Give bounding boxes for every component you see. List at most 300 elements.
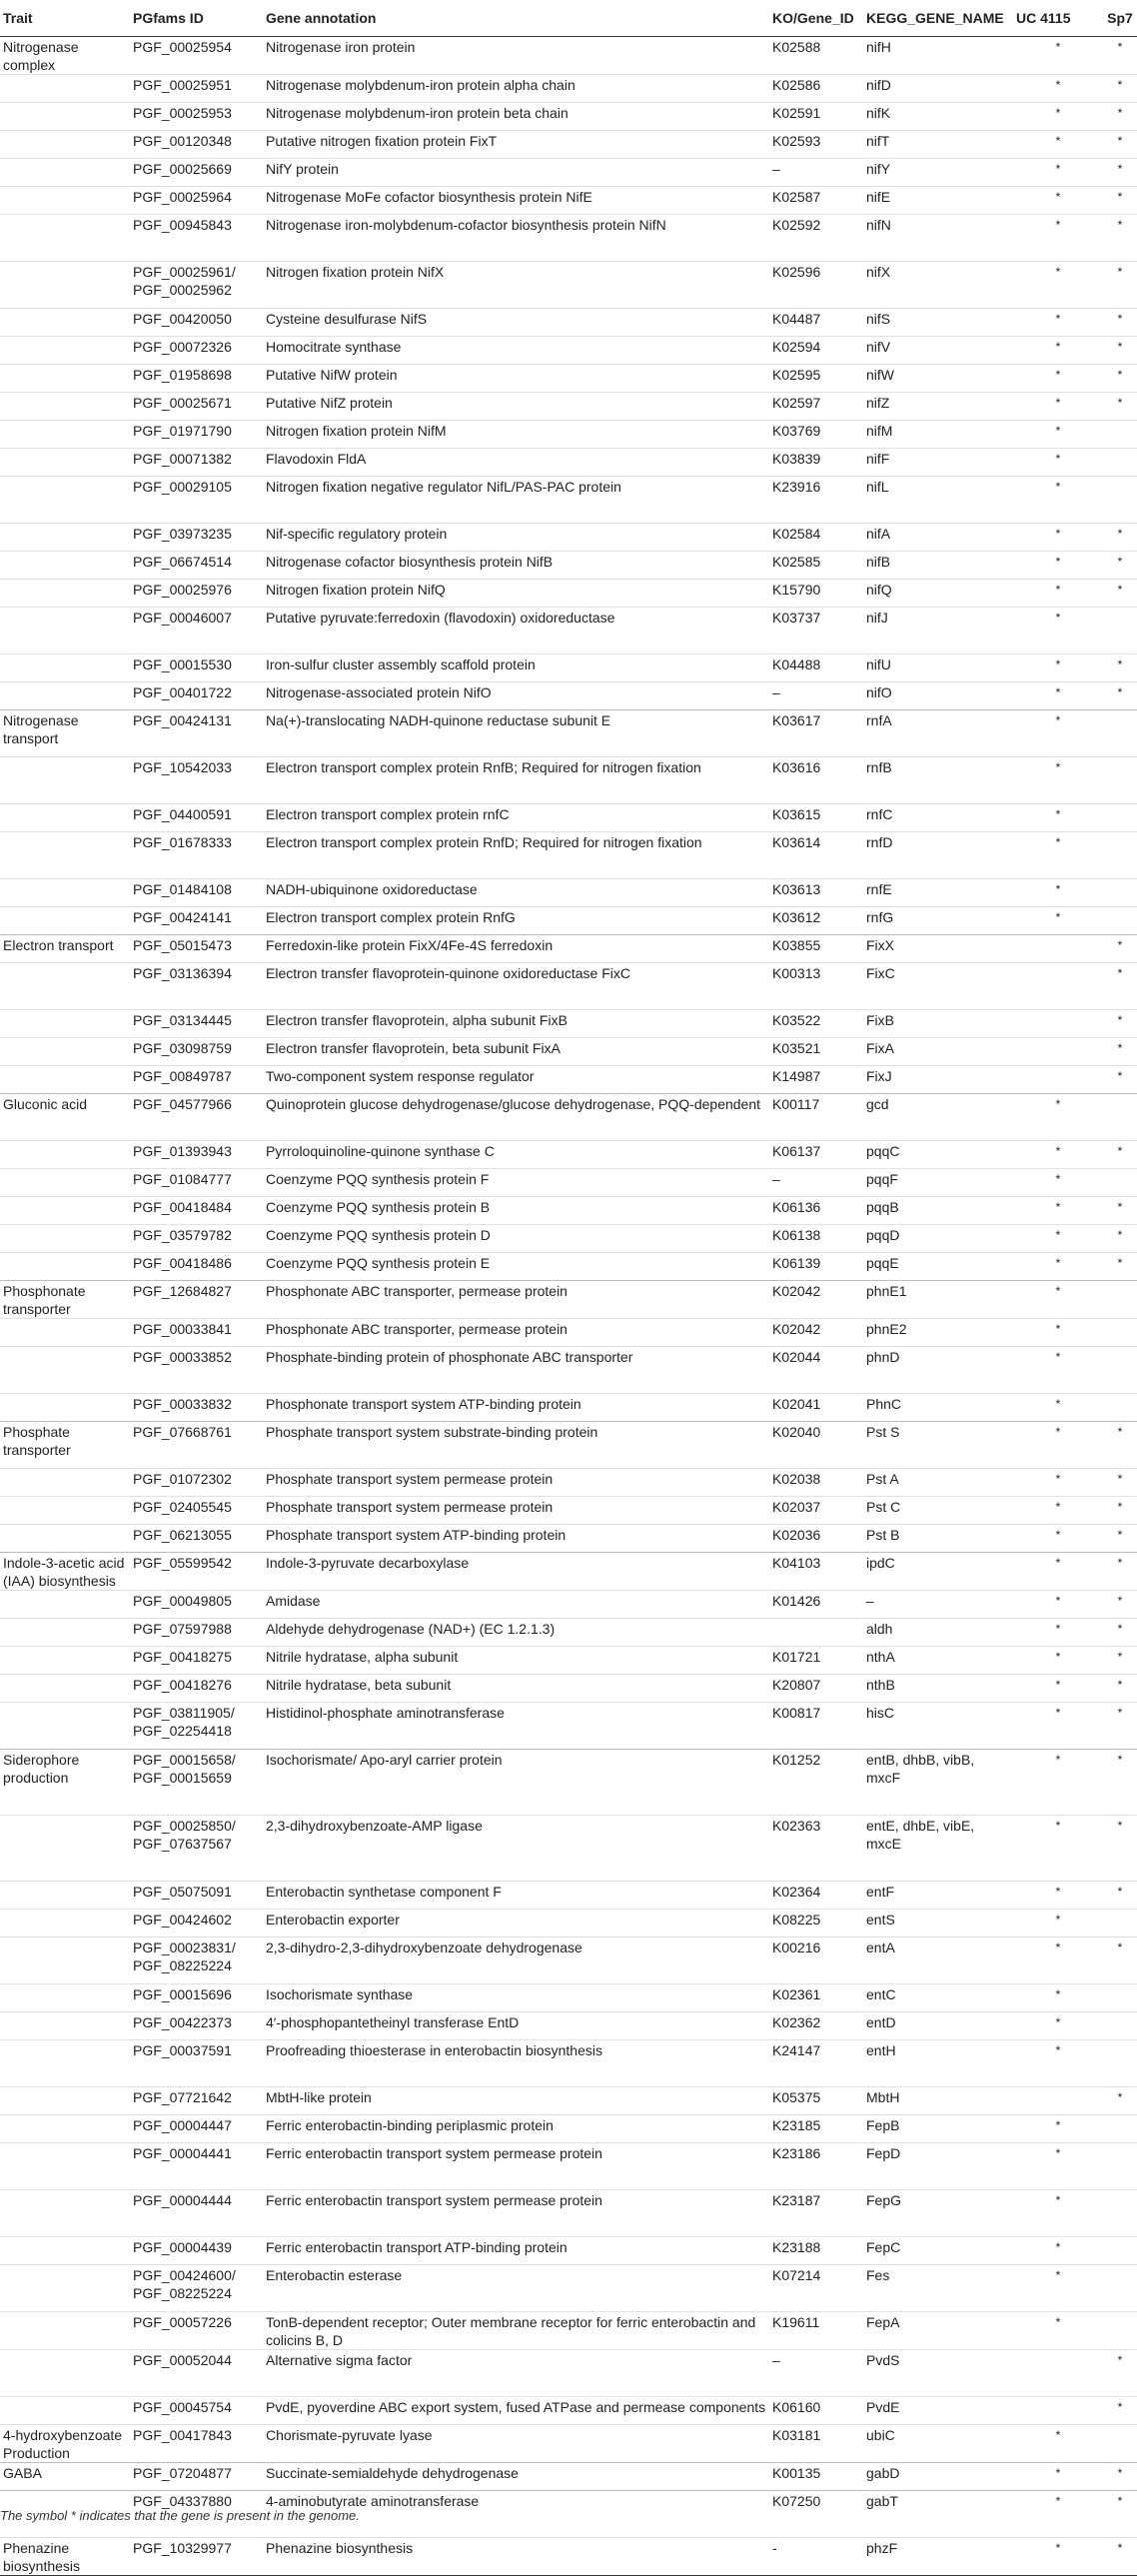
uc4115-cell: * xyxy=(1013,2491,1103,2538)
pgfams-id-cell: PGF_07597988 xyxy=(130,1619,263,1647)
ko-gene-id-cell: K01252 xyxy=(769,1750,863,1816)
gene-annotation-cell: Pyrroloquinoline-quinone synthase C xyxy=(263,1141,769,1169)
kegg-gene-name-cell: nifM xyxy=(863,421,1013,449)
kegg-gene-name-cell: aldh xyxy=(863,1619,1013,1647)
uc4115-cell xyxy=(1013,963,1103,1010)
ko-gene-id-cell: K03616 xyxy=(769,757,863,804)
sp7-cell: * xyxy=(1103,2397,1137,2425)
ko-gene-id-cell: K06136 xyxy=(769,1197,863,1225)
uc4115-cell: * xyxy=(1013,2012,1103,2040)
ko-gene-id-cell: K03769 xyxy=(769,421,863,449)
gene-annotation-cell: 4′-phosphopantetheinyl transferase EntD xyxy=(263,2012,769,2040)
kegg-gene-name-cell: – xyxy=(863,1591,1013,1619)
sp7-cell: * xyxy=(1103,393,1137,421)
trait-cell xyxy=(0,2190,130,2237)
pgfams-id-cell: PGF_00045754 xyxy=(130,2397,263,2425)
kegg-gene-name-cell: rnfA xyxy=(863,710,1013,757)
gene-annotation-cell: Nitrogenase MoFe cofactor biosynthesis protein NifE xyxy=(263,187,769,215)
table-row xyxy=(0,477,1137,524)
pgfams-id-cell: PGF_00057226 xyxy=(130,2312,263,2350)
uc4115-cell: * xyxy=(1013,2040,1103,2087)
pgfams-id-cell: PGF_05075091 xyxy=(130,1882,263,1910)
pgfams-id-cell: PGF_07668761 xyxy=(130,1422,263,1469)
sp7-cell xyxy=(1103,710,1137,757)
trait-cell xyxy=(0,187,130,215)
trait-cell xyxy=(0,1038,130,1066)
table-row xyxy=(0,1816,1137,1882)
kegg-gene-name-cell: nifU xyxy=(863,654,1013,682)
trait-cell: Gluconic acid xyxy=(0,1094,130,1141)
ko-gene-id-cell: K00817 xyxy=(769,1703,863,1750)
kegg-gene-name-cell: nifB xyxy=(863,552,1013,580)
ko-gene-id-cell: K02587 xyxy=(769,187,863,215)
sp7-cell xyxy=(1103,608,1137,654)
trait-cell xyxy=(0,2350,130,2397)
trait-cell xyxy=(0,2397,130,2425)
ko-gene-id-cell: K00313 xyxy=(769,963,863,1010)
ko-gene-id-cell: K03613 xyxy=(769,879,863,907)
pgfams-id-cell: PGF_04577966 xyxy=(130,1094,263,1141)
gene-annotation-cell: Amidase xyxy=(263,1591,769,1619)
trait-cell: Nitrogenase complex xyxy=(0,37,130,75)
sp7-cell: * xyxy=(1103,2087,1137,2115)
kegg-gene-name-cell: nifH xyxy=(863,37,1013,75)
trait-cell xyxy=(0,1066,130,1094)
ko-gene-id-cell: K20807 xyxy=(769,1675,863,1703)
table-row xyxy=(0,963,1137,1010)
pgfams-id-cell: PGF_03134445 xyxy=(130,1010,263,1038)
kegg-gene-name-cell: ubiC xyxy=(863,2425,1013,2463)
gene-annotation-cell: Isochorismate synthase xyxy=(263,1984,769,2012)
trait-cell xyxy=(0,309,130,337)
table-row xyxy=(0,262,1137,309)
sp7-cell: * xyxy=(1103,1141,1137,1169)
uc4115-cell: * xyxy=(1013,187,1103,215)
kegg-gene-name-cell: entC xyxy=(863,1984,1013,2012)
gene-annotation-cell: NADH-ubiquinone oxidoreductase xyxy=(263,879,769,907)
sp7-cell xyxy=(1103,2040,1137,2087)
gene-annotation-cell: Nitrogenase iron protein xyxy=(263,37,769,75)
uc4115-cell: * xyxy=(1013,2425,1103,2463)
ko-gene-id-cell: K00135 xyxy=(769,2463,863,2491)
header-pgfams-id: PGfams ID xyxy=(130,0,263,37)
kegg-gene-name-cell: nifF xyxy=(863,449,1013,477)
trait-cell xyxy=(0,1394,130,1422)
gene-annotation-cell: Ferric enterobactin transport system permease protein xyxy=(263,2190,769,2237)
gene-annotation-cell: Nitrogen fixation protein NifQ xyxy=(263,580,769,608)
gene-annotation-cell: TonB-dependent receptor; Outer membrane receptor for ferric enterobactin and colicins B, D xyxy=(263,2312,769,2350)
trait-cell xyxy=(0,1703,130,1750)
kegg-gene-name-cell: nifJ xyxy=(863,608,1013,654)
uc4115-cell: * xyxy=(1013,1497,1103,1525)
uc4115-cell: * xyxy=(1013,1394,1103,1422)
pgfams-id-cell: PGF_10542033 xyxy=(130,757,263,804)
ko-gene-id-cell: K02584 xyxy=(769,524,863,552)
kegg-gene-name-cell: nifD xyxy=(863,75,1013,103)
kegg-gene-name-cell: ipdC xyxy=(863,1553,1013,1591)
gene-annotation-cell: Nitrogenase cofactor biosynthesis protein NifB xyxy=(263,552,769,580)
gene-annotation-cell: Ferric enterobactin-binding periplasmic protein xyxy=(263,2115,769,2143)
pgfams-id-cell: PGF_04400591 xyxy=(130,804,263,832)
table-row xyxy=(0,1984,1137,2012)
ko-gene-id-cell: K03612 xyxy=(769,907,863,935)
ko-gene-id-cell: – xyxy=(769,1169,863,1197)
uc4115-cell: * xyxy=(1013,682,1103,710)
gene-annotation-cell: Nif-specific regulatory protein xyxy=(263,524,769,552)
pgfams-id-cell: PGF_00025953 xyxy=(130,103,263,131)
gene-annotation-cell: Nitrogen fixation protein NifM xyxy=(263,421,769,449)
pgfams-id-cell: PGF_05599542 xyxy=(130,1553,263,1591)
gene-annotation-cell: NifY protein xyxy=(263,159,769,187)
gene-annotation-cell: PvdE, pyoverdine ABC export system, fused ATPase and permease components xyxy=(263,2397,769,2425)
pgfams-id-cell: PGF_00033832 xyxy=(130,1394,263,1422)
kegg-gene-name-cell: Pst B xyxy=(863,1525,1013,1553)
sp7-cell xyxy=(1103,832,1137,879)
header-sp7: Sp7 xyxy=(1103,0,1137,37)
sp7-cell xyxy=(1103,804,1137,832)
sp7-cell: * xyxy=(1103,682,1137,710)
kegg-gene-name-cell: rnfC xyxy=(863,804,1013,832)
pgfams-id-cell: PGF_01958698 xyxy=(130,365,263,393)
sp7-cell xyxy=(1103,1169,1137,1197)
pgfams-id-cell: PGF_00071382 xyxy=(130,449,263,477)
gene-annotation-cell: Quinoprotein glucose dehydrogenase/glucose dehydrogenase, PQQ-dependent xyxy=(263,1094,769,1141)
uc4115-cell: * xyxy=(1013,1591,1103,1619)
pgfams-id-cell: PGF_00046007 xyxy=(130,608,263,654)
ko-gene-id-cell: K02586 xyxy=(769,75,863,103)
ko-gene-id-cell: K03855 xyxy=(769,935,863,963)
kegg-gene-name-cell: FixB xyxy=(863,1010,1013,1038)
gene-annotation-cell: Nitrogenase molybdenum-iron protein alpha chain xyxy=(263,75,769,103)
sp7-cell: * xyxy=(1103,1197,1137,1225)
trait-cell xyxy=(0,1937,130,1984)
table-row xyxy=(0,131,1137,159)
ko-gene-id-cell: K03614 xyxy=(769,832,863,879)
trait-cell xyxy=(0,1225,130,1253)
table-footnote: The symbol * indicates that the gene is present in the genome. xyxy=(0,2508,360,2523)
header-ko-gene-id: KO/Gene_ID xyxy=(769,0,863,37)
sp7-cell: * xyxy=(1103,1937,1137,1984)
sp7-cell: * xyxy=(1103,365,1137,393)
sp7-cell: * xyxy=(1103,75,1137,103)
kegg-gene-name-cell: MbtH xyxy=(863,2087,1013,2115)
table-row xyxy=(0,1169,1137,1197)
uc4115-cell: * xyxy=(1013,654,1103,682)
ko-gene-id-cell: K00216 xyxy=(769,1937,863,1984)
trait-cell: Siderophore production xyxy=(0,1750,130,1816)
sp7-cell: * xyxy=(1103,1553,1137,1591)
uc4115-cell: * xyxy=(1013,524,1103,552)
sp7-cell: * xyxy=(1103,187,1137,215)
sp7-cell: * xyxy=(1103,309,1137,337)
trait-cell xyxy=(0,159,130,187)
ko-gene-id-cell: K02585 xyxy=(769,552,863,580)
sp7-cell xyxy=(1103,2012,1137,2040)
uc4115-cell: * xyxy=(1013,2265,1103,2312)
pgfams-id-cell: PGF_00401722 xyxy=(130,682,263,710)
table-row xyxy=(0,1281,1137,1319)
gene-annotation-cell: Putative nitrogen fixation protein FixT xyxy=(263,131,769,159)
uc4115-cell: * xyxy=(1013,1816,1103,1882)
pgfams-id-cell: PGF_00015530 xyxy=(130,654,263,682)
pgfams-id-cell: PGF_10329977 xyxy=(130,2538,263,2576)
table-row xyxy=(0,2115,1137,2143)
sp7-cell: * xyxy=(1103,37,1137,75)
sp7-cell: * xyxy=(1103,215,1137,262)
table-row xyxy=(0,2087,1137,2115)
trait-cell xyxy=(0,2012,130,2040)
ko-gene-id-cell: K03521 xyxy=(769,1038,863,1066)
kegg-gene-name-cell: nifL xyxy=(863,477,1013,524)
sp7-cell: * xyxy=(1103,1703,1137,1750)
trait-cell xyxy=(0,1253,130,1281)
trait-cell xyxy=(0,2237,130,2265)
kegg-gene-name-cell: entH xyxy=(863,2040,1013,2087)
pgfams-id-cell: PGF_00418275 xyxy=(130,1647,263,1675)
pgfams-id-cell: PGF_00418484 xyxy=(130,1197,263,1225)
ko-gene-id-cell xyxy=(769,1619,863,1647)
pgfams-id-cell: PGF_00004447 xyxy=(130,2115,263,2143)
table-row xyxy=(0,337,1137,365)
kegg-gene-name-cell: FixA xyxy=(863,1038,1013,1066)
gene-annotation-cell: Homocitrate synthase xyxy=(263,337,769,365)
sp7-cell xyxy=(1103,1984,1137,2012)
sp7-cell xyxy=(1103,1347,1137,1394)
trait-cell xyxy=(0,879,130,907)
pgfams-id-cell: PGF_00025850/ PGF_07637567 xyxy=(130,1816,263,1882)
uc4115-cell xyxy=(1013,1010,1103,1038)
table-row xyxy=(0,1497,1137,1525)
pgfams-id-cell: PGF_00025964 xyxy=(130,187,263,215)
uc4115-cell: * xyxy=(1013,2143,1103,2190)
ko-gene-id-cell: K23186 xyxy=(769,2143,863,2190)
kegg-gene-name-cell: PhnC xyxy=(863,1394,1013,1422)
sp7-cell xyxy=(1103,1319,1137,1347)
table-row xyxy=(0,393,1137,421)
ko-gene-id-cell: K06139 xyxy=(769,1253,863,1281)
table-row xyxy=(0,2040,1137,2087)
kegg-gene-name-cell: rnfD xyxy=(863,832,1013,879)
kegg-gene-name-cell: Pst S xyxy=(863,1422,1013,1469)
ko-gene-id-cell: K07250 xyxy=(769,2491,863,2538)
header-gene-annotation: Gene annotation xyxy=(263,0,769,37)
ko-gene-id-cell: K02036 xyxy=(769,1525,863,1553)
kegg-gene-name-cell: entS xyxy=(863,1910,1013,1937)
pgfams-id-cell: PGF_00418276 xyxy=(130,1675,263,1703)
uc4115-cell: * xyxy=(1013,1197,1103,1225)
ko-gene-id-cell: – xyxy=(769,2350,863,2397)
trait-cell xyxy=(0,1497,130,1525)
ko-gene-id-cell: K02588 xyxy=(769,37,863,75)
sp7-cell: * xyxy=(1103,1422,1137,1469)
uc4115-cell: * xyxy=(1013,1253,1103,1281)
uc4115-cell: * xyxy=(1013,552,1103,580)
sp7-cell xyxy=(1103,2425,1137,2463)
gene-annotation-cell: Na(+)-translocating NADH-quinone reductase subunit E xyxy=(263,710,769,757)
sp7-cell: * xyxy=(1103,1469,1137,1497)
kegg-gene-name-cell: pqqF xyxy=(863,1169,1013,1197)
ko-gene-id-cell: K04487 xyxy=(769,309,863,337)
gene-annotation-cell: Electron transfer flavoprotein-quinone oxidoreductase FixC xyxy=(263,963,769,1010)
table-row xyxy=(0,2143,1137,2190)
ko-gene-id-cell: K23188 xyxy=(769,2237,863,2265)
trait-cell xyxy=(0,1984,130,2012)
pgfams-id-cell: PGF_02405545 xyxy=(130,1497,263,1525)
kegg-gene-name-cell: Fes xyxy=(863,2265,1013,2312)
uc4115-cell xyxy=(1013,1038,1103,1066)
trait-cell xyxy=(0,2115,130,2143)
gene-annotation-cell: Electron transport complex protein rnfC xyxy=(263,804,769,832)
table-row xyxy=(0,1422,1137,1469)
table-row xyxy=(0,2312,1137,2350)
uc4115-cell: * xyxy=(1013,1225,1103,1253)
kegg-gene-name-cell: entD xyxy=(863,2012,1013,2040)
sp7-cell: * xyxy=(1103,963,1137,1010)
sp7-cell: * xyxy=(1103,1525,1137,1553)
trait-cell xyxy=(0,477,130,524)
kegg-gene-name-cell: entE, dhbE, vibE, mxcE xyxy=(863,1816,1013,1882)
ko-gene-id-cell: K02593 xyxy=(769,131,863,159)
table-row xyxy=(0,449,1137,477)
header-uc4115: UC 4115 xyxy=(1013,0,1103,37)
trait-cell xyxy=(0,524,130,552)
kegg-gene-name-cell: nifZ xyxy=(863,393,1013,421)
sp7-cell xyxy=(1103,2265,1137,2312)
table-row xyxy=(0,1619,1137,1647)
trait-cell xyxy=(0,1882,130,1910)
gene-annotation-cell: Phosphate transport system ATP-binding protein xyxy=(263,1525,769,1553)
uc4115-cell: * xyxy=(1013,337,1103,365)
gene-annotation-cell: Phenazine biosynthesis xyxy=(263,2538,769,2576)
sp7-cell: * xyxy=(1103,1225,1137,1253)
sp7-cell: * xyxy=(1103,935,1137,963)
table-row xyxy=(0,2350,1137,2397)
gene-annotation-cell: Nitrile hydratase, beta subunit xyxy=(263,1675,769,1703)
table-row xyxy=(0,75,1137,103)
pgfams-id-cell: PGF_01484108 xyxy=(130,879,263,907)
trait-cell xyxy=(0,1910,130,1937)
uc4115-cell: * xyxy=(1013,1703,1103,1750)
uc4115-cell: * xyxy=(1013,2463,1103,2491)
uc4115-cell: * xyxy=(1013,2312,1103,2350)
kegg-gene-name-cell: nifN xyxy=(863,215,1013,262)
uc4115-cell: * xyxy=(1013,1169,1103,1197)
kegg-gene-name-cell: FepB xyxy=(863,2115,1013,2143)
uc4115-cell: * xyxy=(1013,103,1103,131)
table-row xyxy=(0,187,1137,215)
table-row xyxy=(0,2237,1137,2265)
sp7-cell: * xyxy=(1103,1675,1137,1703)
table-row xyxy=(0,2425,1137,2463)
table-row xyxy=(0,1469,1137,1497)
gene-annotation-cell: Electron transport complex protein RnfD; Required for nitrogen fixation xyxy=(263,832,769,879)
pgfams-id-cell: PGF_00025961/ PGF_00025962 xyxy=(130,262,263,309)
pgfams-id-cell: PGF_00120348 xyxy=(130,131,263,159)
gene-annotation-cell: Coenzyme PQQ synthesis protein D xyxy=(263,1225,769,1253)
gene-annotation-cell: Two-component system response regulator xyxy=(263,1066,769,1094)
trait-cell xyxy=(0,1141,130,1169)
trait-cell xyxy=(0,449,130,477)
sp7-cell: * xyxy=(1103,2538,1137,2576)
pgfams-id-cell: PGF_00015696 xyxy=(130,1984,263,2012)
kegg-gene-name-cell: Pst A xyxy=(863,1469,1013,1497)
sp7-cell xyxy=(1103,2143,1137,2190)
pgfams-id-cell: PGF_00049805 xyxy=(130,1591,263,1619)
uc4115-cell: * xyxy=(1013,1347,1103,1394)
pgfams-id-cell: PGF_00945843 xyxy=(130,215,263,262)
ko-gene-id-cell: K03839 xyxy=(769,449,863,477)
ko-gene-id-cell: K19611 xyxy=(769,2312,863,2350)
ko-gene-id-cell: K02597 xyxy=(769,393,863,421)
trait-cell xyxy=(0,832,130,879)
pgfams-id-cell: PGF_00417843 xyxy=(130,2425,263,2463)
table-row xyxy=(0,832,1137,879)
trait-cell xyxy=(0,654,130,682)
kegg-gene-name-cell: entA xyxy=(863,1937,1013,1984)
ko-gene-id-cell: K24147 xyxy=(769,2040,863,2087)
gene-annotation-cell: Enterobactin esterase xyxy=(263,2265,769,2312)
gene-annotation-cell: Cysteine desulfurase NifS xyxy=(263,309,769,337)
table-row xyxy=(0,682,1137,710)
gene-annotation-cell: Phosphonate ABC transporter, permease protein xyxy=(263,1281,769,1319)
trait-cell xyxy=(0,337,130,365)
kegg-gene-name-cell: pqqC xyxy=(863,1141,1013,1169)
table-row xyxy=(0,654,1137,682)
table-row xyxy=(0,552,1137,580)
gene-annotation-cell: Phosphonate ABC transporter, permease protein xyxy=(263,1319,769,1347)
sp7-cell: * xyxy=(1103,2350,1137,2397)
sp7-cell xyxy=(1103,449,1137,477)
kegg-gene-name-cell: nifS xyxy=(863,309,1013,337)
table-row xyxy=(0,215,1137,262)
sp7-cell: * xyxy=(1103,262,1137,309)
pgfams-id-cell: PGF_00420050 xyxy=(130,309,263,337)
kegg-gene-name-cell: nifE xyxy=(863,187,1013,215)
uc4115-cell: * xyxy=(1013,2190,1103,2237)
sp7-cell xyxy=(1103,907,1137,935)
sp7-cell: * xyxy=(1103,654,1137,682)
uc4115-cell: * xyxy=(1013,75,1103,103)
trait-cell xyxy=(0,804,130,832)
pgfams-id-cell: PGF_00015658/ PGF_00015659 xyxy=(130,1750,263,1816)
trait-cell xyxy=(0,75,130,103)
uc4115-cell: * xyxy=(1013,1619,1103,1647)
ko-gene-id-cell: K02042 xyxy=(769,1319,863,1347)
trait-cell xyxy=(0,1619,130,1647)
trait-cell: Electron transport xyxy=(0,935,130,963)
kegg-gene-name-cell: FepG xyxy=(863,2190,1013,2237)
kegg-gene-name-cell: nthB xyxy=(863,1675,1013,1703)
pgfams-id-cell: PGF_00052044 xyxy=(130,2350,263,2397)
sp7-cell: * xyxy=(1103,524,1137,552)
uc4115-cell: * xyxy=(1013,1910,1103,1937)
uc4115-cell xyxy=(1013,2397,1103,2425)
uc4115-cell: * xyxy=(1013,1319,1103,1347)
table-row xyxy=(0,1675,1137,1703)
kegg-gene-name-cell: phnE1 xyxy=(863,1281,1013,1319)
sp7-cell: * xyxy=(1103,1591,1137,1619)
trait-cell: Phenazine biosynthesis xyxy=(0,2538,130,2576)
gene-annotation-cell: Enterobactin exporter xyxy=(263,1910,769,1937)
ko-gene-id-cell: K04488 xyxy=(769,654,863,682)
uc4115-cell: * xyxy=(1013,159,1103,187)
ko-gene-id-cell: – xyxy=(769,159,863,187)
ko-gene-id-cell: K02042 xyxy=(769,1281,863,1319)
ko-gene-id-cell: K01426 xyxy=(769,1591,863,1619)
kegg-gene-name-cell: PvdE xyxy=(863,2397,1013,2425)
trait-cell xyxy=(0,393,130,421)
uc4115-cell: * xyxy=(1013,1469,1103,1497)
